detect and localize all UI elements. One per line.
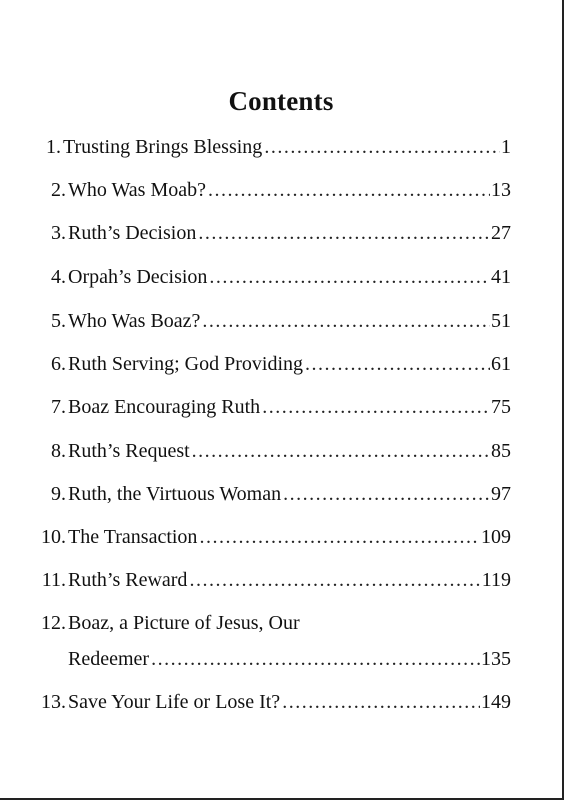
toc-entry-leader	[68, 522, 511, 552]
toc-entry-number: 3.	[51, 222, 66, 244]
page-title: Contents	[228, 86, 334, 116]
toc-entry	[0, 392, 564, 422]
toc-entry-number: 4.	[51, 266, 66, 288]
toc-entry-page: 109	[481, 526, 511, 548]
dot-leader	[208, 175, 490, 205]
toc-entry-leader	[68, 436, 511, 466]
toc-entry-number: 9.	[51, 483, 66, 505]
toc-entry-title: The Transaction	[68, 526, 198, 548]
toc-entry-number: 5.	[51, 310, 66, 332]
toc-entry	[0, 436, 564, 466]
toc-entry	[0, 608, 564, 638]
dot-leader	[192, 436, 490, 466]
toc-entry-title: Who Was Moab?	[68, 179, 206, 201]
toc-entry-number: 11.	[41, 569, 66, 591]
toc-entry-number: 6.	[51, 353, 66, 375]
toc-entry-leader	[68, 175, 511, 205]
toc-entry-leader	[68, 392, 511, 422]
toc-entry-page: 97	[491, 483, 511, 505]
dot-leader	[209, 262, 490, 292]
dot-leader	[262, 392, 490, 422]
toc-entry-title: Ruth’s Reward	[68, 569, 188, 591]
toc-entry-leader	[68, 218, 511, 248]
toc-entry-title: Save Your Life or Lose It?	[68, 691, 281, 713]
toc-entry-title: Ruth’s Request	[68, 440, 190, 462]
toc-entry	[0, 218, 564, 248]
dot-leader	[151, 644, 480, 674]
toc-entry-title: Trusting Brings Blessing	[63, 136, 263, 158]
toc-entry-page: 41	[491, 266, 511, 288]
toc-entry-page: 149	[481, 691, 511, 713]
toc-entry-leader	[68, 306, 511, 336]
toc-entry	[0, 565, 564, 595]
toc-entry-title: Who Was Boaz?	[68, 310, 201, 332]
toc-entry-leader	[68, 479, 511, 509]
toc-entry-leader	[68, 262, 511, 292]
dot-leader	[305, 349, 490, 379]
toc-entry-page: 61	[491, 353, 511, 375]
dot-leader	[282, 687, 480, 717]
toc-entry-number: 13.	[41, 691, 66, 713]
dot-leader	[264, 132, 500, 162]
dot-leader	[199, 522, 480, 552]
toc-entry-page: 1	[501, 136, 511, 158]
toc-entry-title: Redeemer	[68, 648, 150, 670]
toc-entry-title: Boaz, a Picture of Jesus, Our	[68, 612, 300, 634]
dot-leader	[283, 479, 490, 509]
toc-entry-page: 135	[481, 648, 511, 670]
toc-entry-title: Ruth Serving; God Providing	[68, 353, 304, 375]
toc-entry-page: 85	[491, 440, 511, 462]
toc-entry-leader	[68, 687, 511, 717]
dot-leader	[189, 565, 480, 595]
toc-entry-page: 75	[491, 396, 511, 418]
toc-entry-leader	[68, 349, 511, 379]
toc-entry-page: 27	[491, 222, 511, 244]
toc-entry-title: Ruth’s Decision	[68, 222, 197, 244]
toc-entry	[0, 479, 564, 509]
toc-entry-number: 1.	[46, 136, 61, 158]
dot-leader	[198, 218, 490, 248]
toc-entry-title: Ruth, the Virtuous Woman	[68, 483, 282, 505]
toc-entry	[0, 522, 564, 552]
toc-entry-leader	[63, 132, 511, 162]
toc-entry-number: 12.	[41, 612, 66, 634]
toc-entry-page: 13	[491, 179, 511, 201]
toc-entry-leader	[68, 565, 511, 595]
toc-entry-number: 2.	[51, 179, 66, 201]
toc-entry-page: 51	[491, 310, 511, 332]
toc-entry	[0, 306, 564, 336]
dot-leader	[202, 306, 490, 336]
toc-entry	[0, 262, 564, 292]
toc-entry-leader	[68, 644, 511, 674]
toc-entry-number: 8.	[51, 440, 66, 462]
toc-entry-continuation	[0, 644, 564, 674]
toc-entry	[0, 349, 564, 379]
toc-entry	[0, 687, 564, 717]
toc-entry	[0, 132, 564, 162]
toc-entry	[0, 175, 564, 205]
toc-entry-page: 119	[481, 569, 511, 591]
toc-entry-number: 7.	[51, 396, 66, 418]
toc-entry-title: Orpah’s Decision	[68, 266, 208, 288]
toc-entry-number: 10.	[41, 526, 66, 548]
toc-entry-title: Boaz Encouraging Ruth	[68, 396, 261, 418]
